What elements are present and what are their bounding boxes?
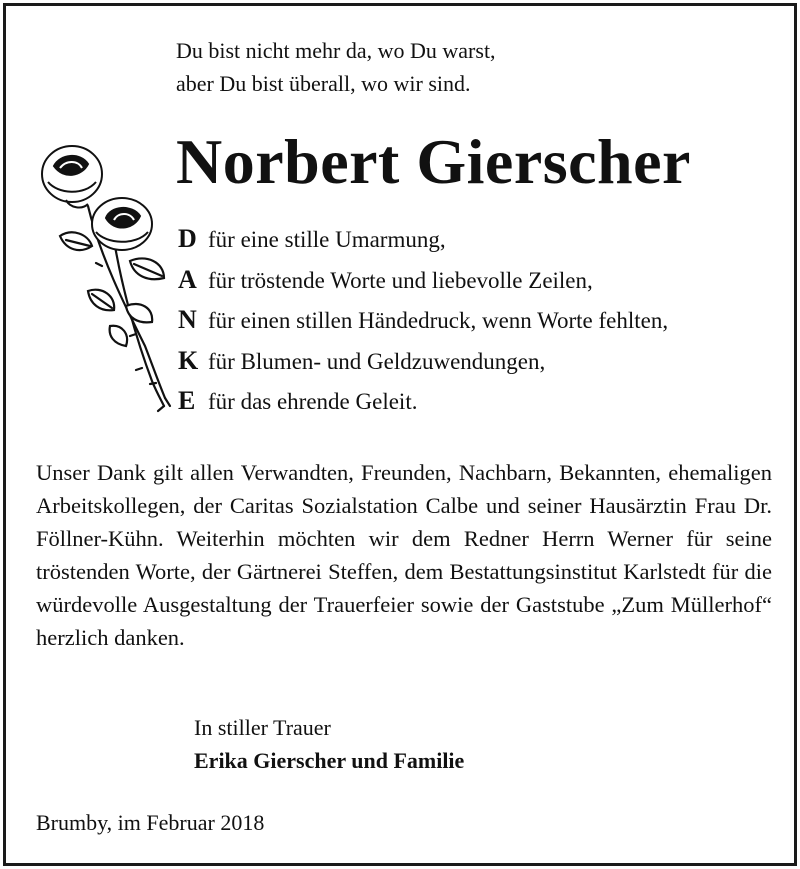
danke-text: für Blumen- und Geldzuwendungen,: [208, 348, 546, 374]
thanks-paragraph: Unser Dank gilt allen Verwandten, Freunden, Nachbarn, Bekannten, ehemaligen Arbeitskollegen, der Caritas Sozialstation Calbe und seiner Hausärztin Frau Dr. Föllner-Kühn. Weiterhin möchten wir dem Redner Herrn Werner für seine tröstenden Worte, der Gärtnerei Steffen, dem Bestattungsinstitut Karlstedt für die würdevolle Ausgestaltung der Trauerfeier sowie der Gaststube „Zum Müllerhof“ herzlich danken.: [36, 460, 772, 650]
danke-item: [178, 224, 668, 265]
signature-line: In stiller Trauer: [194, 715, 331, 740]
danke-text: für eine stille Umarmung,: [208, 227, 446, 252]
danke-list: [178, 224, 668, 427]
danke-letter: D: [178, 224, 197, 253]
deceased-name: Norbert Gierscher: [176, 126, 691, 197]
signature: [194, 711, 464, 777]
danke-item: [178, 386, 668, 427]
danke-item: [178, 346, 668, 387]
danke-item: [178, 265, 668, 306]
quote-line-2: aber Du bist überall, wo wir sind.: [176, 71, 471, 96]
danke-item: [178, 305, 668, 346]
quote-line-1: Du bist nicht mehr da, wo Du warst,: [176, 38, 496, 63]
danke-text: für einen stillen Händedruck, wenn Worte fehlten,: [208, 308, 669, 333]
obituary-card: [3, 3, 797, 866]
danke-text: für tröstende Worte und liebevolle Zeilen,: [208, 267, 593, 293]
quote: [176, 34, 496, 100]
danke-letter: K: [178, 345, 199, 375]
danke-letter: E: [178, 386, 196, 415]
danke-text: für das ehrende Geleit.: [208, 389, 418, 414]
danke-letter: A: [178, 264, 197, 294]
danke-letter: N: [178, 305, 197, 334]
roses-icon: [30, 136, 180, 421]
signature-family: Erika Gierscher und Familie: [194, 748, 465, 773]
place-date: Brumby, im Februar 2018: [36, 810, 265, 835]
